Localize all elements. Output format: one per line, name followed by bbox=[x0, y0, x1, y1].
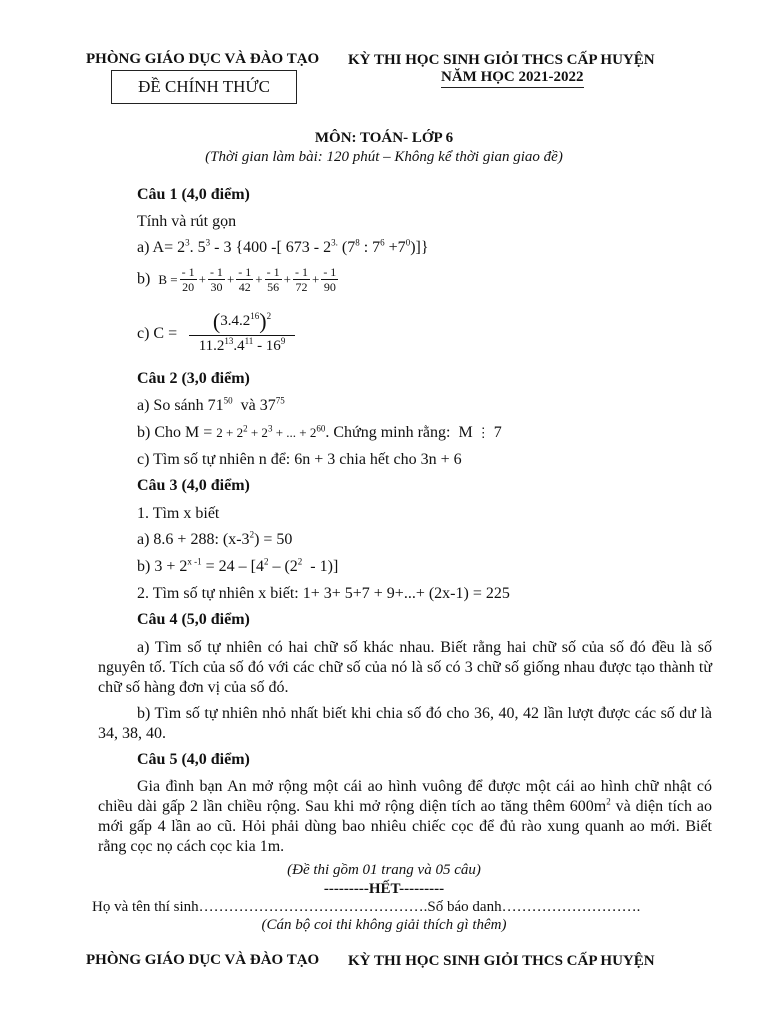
exam-title: KỲ THI HỌC SINH GIỎI THCS CẤP HUYỆN bbox=[348, 52, 655, 68]
question-3-part2: 2. Tìm số tự nhiên x biết: 1+ 3+ 5+7 + 9+...+ (2x-1) = 225 bbox=[137, 585, 510, 602]
end-marker: ---------HẾT--------- bbox=[323, 881, 445, 897]
question-5-title: Câu 5 (4,0 điểm) bbox=[137, 751, 250, 768]
question-1-title: Câu 1 (4,0 điểm) bbox=[137, 186, 250, 203]
question-2-title: Câu 2 (3,0 điểm) bbox=[137, 370, 250, 387]
question-5-text: Gia đình bạn An mở rộng một cái ao hình vuông để được một cái ao hình chữ nhật có chiều dài gấp 2 lần chiều rộng. Sau khi mở rộng diện tích ao tăng thêm $600m^2$ và diện tích ao mới gấp 4 lần ao cũ. Hỏi phải dùng bao nhiêu chiếc cọc để đủ rào xung quanh ao mới. Biết rằng cọc nọ cách cọc kia 1m. bbox=[98, 778, 713, 855]
proctor-note: (Cán bộ coi thi không giải thích gì thêm) bbox=[261, 917, 507, 933]
question-1a: a) $A= 2^3$. $5^3 - 3$ {400 -[ $673 - 2^{3.}$ ($7^8$ : $7^6 +7^0$)]} bbox=[137, 237, 429, 256]
fraction: $\frac{- 1}{20}$ bbox=[181, 265, 195, 294]
fraction: $\frac{- 1}{90}$ bbox=[323, 265, 337, 294]
official-exam-box: ĐỀ CHÍNH THỨC bbox=[111, 70, 297, 104]
question-4a: a) Tìm số tự nhiên có hai chữ số khác nhau. Biết rằng hai chữ số của số đó đều là số nguyên tố. Tích của số đó với các chữ số của nó là số có 3 chữ số giống nhau được tạo thành từ chữ số hàng đơn vị của số đó. bbox=[98, 639, 712, 696]
fraction: $\frac{- 1}{42}$ bbox=[238, 265, 252, 294]
question-2b: b) Cho $M = 2 + 2^2 + 2^3$ + ... + $2^{60}$. Chứng minh rằng: M ⋮ 7 bbox=[137, 423, 502, 441]
fraction: $\frac{- 1}{56}$ bbox=[266, 265, 280, 294]
question-3-part1: 1. Tìm x biết bbox=[137, 505, 220, 522]
time-note: (Thời gian làm bài: 120 phút – Không kể thời gian giao đề) bbox=[205, 149, 563, 165]
question-4-title: Câu 4 (5,0 điểm) bbox=[137, 611, 250, 628]
subject-title: MÔN: TOÁN- LỚP 6 bbox=[314, 130, 454, 146]
question-1-intro: Tính và rút gọn bbox=[137, 213, 237, 230]
question-4b: b) Tìm số tự nhiên nhỏ nhất biết khi chia số đó cho 36, 40, 42 lần lượt được các số dư là 34, 38, 40. bbox=[98, 705, 712, 742]
question-3a: a) 8.6 + 288: $(x-3^2) = 50$ bbox=[137, 529, 293, 548]
question-3-title: Câu 3 (4,0 điểm) bbox=[137, 477, 250, 494]
exam-title-2: KỲ THI HỌC SINH GIỎI THCS CẤP HUYỆN bbox=[348, 953, 655, 969]
exam-note: (Đề thi gồm 01 trang và 05 câu) bbox=[287, 862, 481, 878]
fraction: $\frac{- 1}{30}$ bbox=[209, 265, 223, 294]
question-2a: a) So sánh $71^{50}$ và $37^{75}$ bbox=[137, 395, 285, 414]
department-name-2: PHÒNG GIÁO DỤC VÀ ĐÀO TẠO bbox=[86, 952, 320, 968]
question-1c-label: c) C = bbox=[137, 325, 178, 342]
question-1c-fraction: $(3.4.2^{16})^2$ $11.2^{13}.4^{11} - 16^9$ bbox=[189, 310, 295, 356]
department-name: PHÒNG GIÁO DỤC VÀ ĐÀO TẠO bbox=[86, 51, 320, 67]
question-1b: b) B = $\frac{- 1}{20}$ + $\frac{- 1}{30}$ + $\frac{- 1}{42}$ + $\frac{- 1}{56}$ + $\frac{- 1}{72}$ + $\frac{- 1}{90}$ bbox=[137, 265, 337, 294]
school-year: NĂM HỌC 2021-2022 bbox=[441, 69, 584, 88]
question-2c: c) Tìm số tự nhiên n để: 6n + 3 chia hết cho 3n + 6 bbox=[137, 451, 462, 468]
candidate-line: Họ và tên thí sinh……………………………………….Số báo danh………………………. bbox=[92, 899, 641, 915]
question-3b: b) $3 + 2^{x -1} = 24 - [4^2 - (2^2 - 1)]$ bbox=[137, 556, 339, 575]
fraction: $\frac{- 1}{72}$ bbox=[294, 265, 308, 294]
